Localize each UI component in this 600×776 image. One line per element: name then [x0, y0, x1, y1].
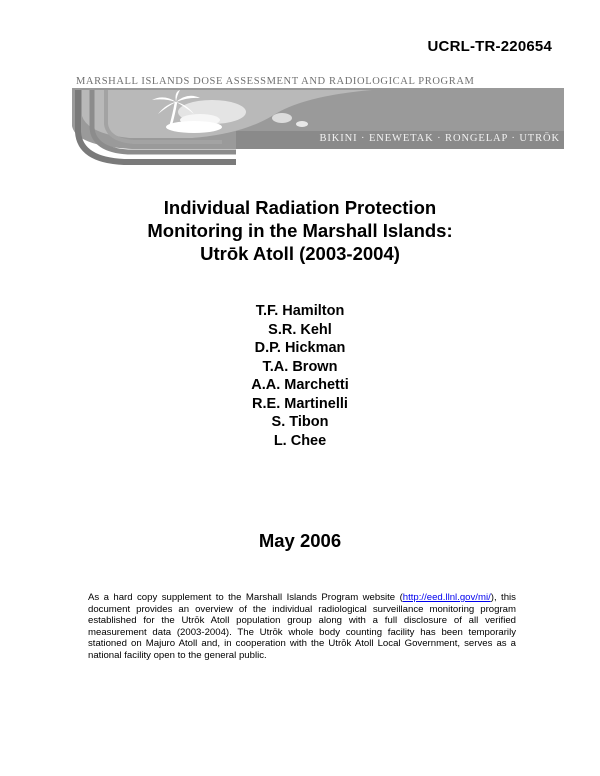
- program-website-link[interactable]: http://eed.llnl.gov/mi/: [402, 592, 491, 603]
- program-title: MARSHALL ISLANDS DOSE ASSESSMENT AND RADIOLOGICAL PROGRAM: [76, 76, 475, 87]
- author: D.P. Hickman: [254, 340, 346, 356]
- author: L. Chee: [273, 432, 327, 449]
- publication-date: May 2006: [258, 530, 342, 551]
- author: S.R. Kehl: [268, 321, 332, 338]
- banner-graphic: [72, 76, 564, 168]
- author-list: [0, 302, 600, 450]
- document-title: [0, 196, 600, 265]
- abstract-text-end: ), this document provides an overview of the individual radiological surveillance monitoring program established for the Utrōk Atoll population group along with a full disclosure of all verified measurement data (2003-2004). The Utrōk whole body counting facility has been temporarily stationed on Majuro Atoll and, in cooperation with the Utrōk Atoll Local Government, serves as a national facility open to the general public.: [88, 592, 516, 661]
- report-number: UCRL-TR-220654: [427, 38, 552, 55]
- author: R.E. Martinelli: [252, 395, 348, 412]
- author: T.A. Brown: [262, 358, 338, 375]
- title-line: Individual Radiation Protection: [163, 197, 437, 218]
- program-banner: [72, 76, 564, 168]
- title-line: Monitoring in the Marshall Islands:: [147, 220, 453, 241]
- author: T.F. Hamilton: [255, 303, 345, 319]
- atoll-names: BIKINI · ENEWETAK · RONGELAP · UTRŌK: [319, 133, 560, 144]
- abstract-paragraph: [88, 592, 516, 662]
- atoll-strip: [236, 131, 564, 149]
- title-line: Utrōk Atoll (2003-2004): [200, 243, 400, 264]
- author: S. Tibon: [271, 414, 329, 430]
- abstract-text-start: As a hard copy supplement to the Marshall Islands Program website (: [88, 592, 403, 603]
- island-icon: [164, 118, 224, 134]
- author: A.A. Marchetti: [251, 377, 349, 393]
